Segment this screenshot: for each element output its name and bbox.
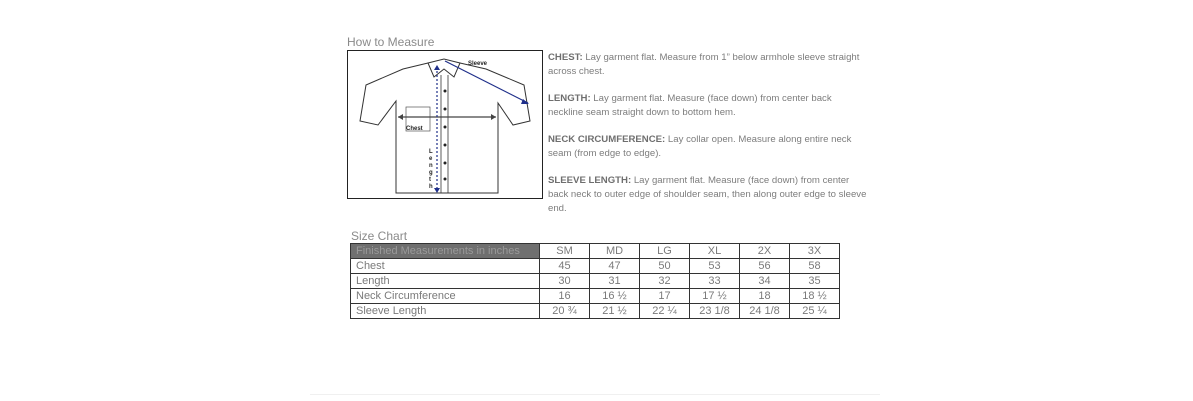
- table-cell: 17: [640, 289, 690, 304]
- sleeve-label: Sleeve: [468, 61, 488, 67]
- shirt-measure-diagram: [347, 50, 543, 199]
- length-letter: L: [429, 149, 433, 155]
- table-cell: 58: [790, 259, 840, 274]
- table-cell: 16: [540, 289, 590, 304]
- size-chart-title: Size Chart: [351, 229, 408, 243]
- size-header: SM: [540, 244, 590, 259]
- chest-instruction: CHEST: Lay garment flat. Measure from 1” below armhole sleeve straight across chest.: [548, 52, 860, 77]
- length-letter: e: [429, 156, 433, 162]
- table-cell: 18: [740, 289, 790, 304]
- table-header-row: [351, 244, 840, 259]
- table-cell: 17 ½: [690, 289, 740, 304]
- table-row: [351, 304, 840, 319]
- length-letter: t: [429, 177, 431, 183]
- table-cell: 23 1/8: [690, 304, 740, 319]
- table-row: [351, 289, 840, 304]
- length-letter: n: [429, 163, 433, 169]
- measure-instructions: [548, 51, 868, 229]
- table-cell: 53: [690, 259, 740, 274]
- size-header: MD: [590, 244, 640, 259]
- table-cell: 22 ¼: [640, 304, 690, 319]
- size-header: 3X: [790, 244, 840, 259]
- how-to-measure-title: How to Measure: [347, 35, 435, 49]
- neck-instruction: NECK CIRCUMFERENCE: Lay collar open. Measure along entire neck seam (from edge to edge).: [548, 134, 852, 159]
- table-cell: 47: [590, 259, 640, 274]
- table-header-label: Finished Measurements in inches: [351, 244, 540, 259]
- sleeve-instruction: SLEEVE LENGTH: Lay garment flat. Measure (face down) from center back neck to outer edge of shoulder seam, then along outer edge to sleeve end.: [548, 175, 867, 214]
- row-label: Neck Circumference: [351, 289, 540, 304]
- table-cell: 45: [540, 259, 590, 274]
- table-cell: 16 ½: [590, 289, 640, 304]
- shirt-illustration: [348, 51, 542, 198]
- row-label: Sleeve Length: [351, 304, 540, 319]
- row-label: Length: [351, 274, 540, 289]
- table-cell: 50: [640, 259, 690, 274]
- table-cell: 30: [540, 274, 590, 289]
- table-cell: 31: [590, 274, 640, 289]
- row-label: Chest: [351, 259, 540, 274]
- size-chart-table: [350, 243, 840, 319]
- table-cell: 56: [740, 259, 790, 274]
- table-cell: 35: [790, 274, 840, 289]
- table-cell: 24 1/8: [740, 304, 790, 319]
- table-row: [351, 259, 840, 274]
- table-cell: 18 ½: [790, 289, 840, 304]
- table-cell: 20 ¾: [540, 304, 590, 319]
- length-letter: g: [429, 170, 433, 176]
- divider: [310, 394, 880, 395]
- table-cell: 34: [740, 274, 790, 289]
- length-instruction: LENGTH: Lay garment flat. Measure (face down) from center back neckline seam straight down to bottom hem.: [548, 93, 832, 118]
- chest-label: Chest: [406, 126, 423, 132]
- size-header: LG: [640, 244, 690, 259]
- length-letter: h: [429, 184, 433, 190]
- table-cell: 33: [690, 274, 740, 289]
- size-header: 2X: [740, 244, 790, 259]
- table-row: [351, 274, 840, 289]
- table-cell: 21 ½: [590, 304, 640, 319]
- table-cell: 32: [640, 274, 690, 289]
- size-header: XL: [690, 244, 740, 259]
- table-cell: 25 ¼: [790, 304, 840, 319]
